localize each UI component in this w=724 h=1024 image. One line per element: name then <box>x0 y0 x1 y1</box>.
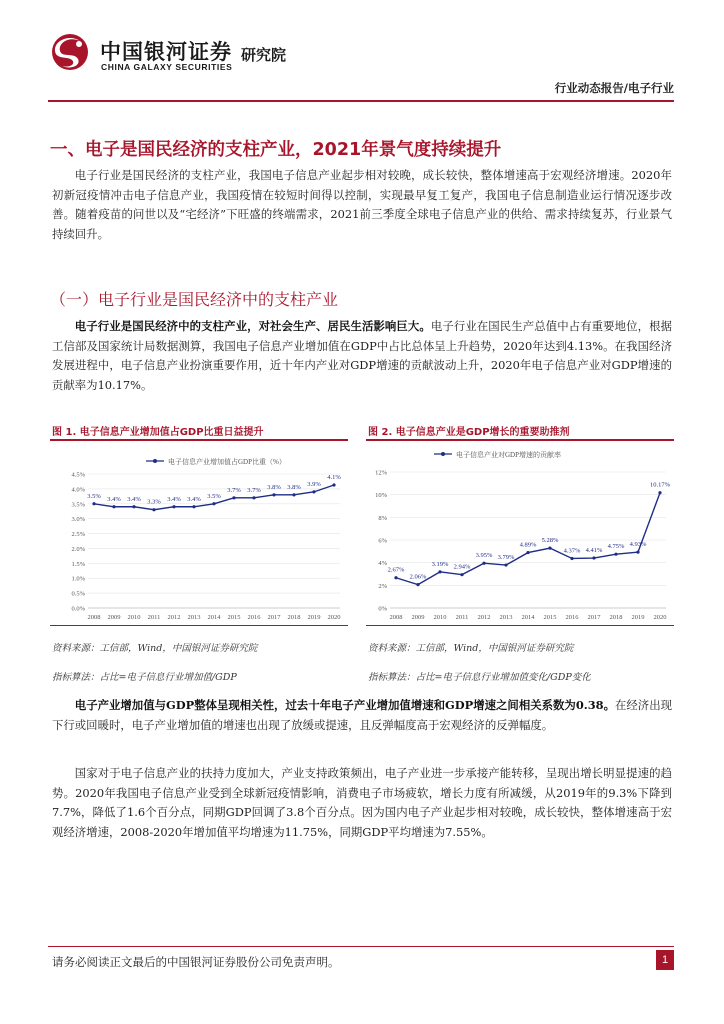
data-point <box>460 573 463 576</box>
section-2-body: 电子行业在国民生产总值中占有重要地位，根据工信部及国家统计局数据测算，我国电子信息产业增加值在GDP中占比总体呈上升趋势，2020年达到4.13%。在我国经济发展进程中，电子信息产业扮演重要作用，近十年内产业对GDP增速的贡献波动上升，2020年电子信息产业对GDP增速的贡献率为10.17%。 <box>52 319 672 392</box>
data-point <box>592 556 595 559</box>
data-label: 10.17% <box>649 481 671 489</box>
chart-1-legend-marker <box>153 459 157 463</box>
x-tick-label: 2011 <box>147 614 161 621</box>
chart-2-legend-marker <box>441 452 445 456</box>
figure-1-top-rule <box>50 439 348 441</box>
data-label: 3.9% <box>307 480 321 488</box>
y-tick-label: 12% <box>375 469 387 477</box>
institute-label: 研究院 <box>241 46 287 64</box>
data-label: 4.89% <box>519 541 537 549</box>
y-tick-label: 4.0% <box>71 486 85 494</box>
data-point <box>272 493 275 496</box>
data-point <box>636 551 639 554</box>
brand-name-en: CHINA GALAXY SECURITIES <box>101 62 233 72</box>
x-tick-label: 2008 <box>87 614 101 621</box>
data-point <box>548 547 551 550</box>
y-tick-label: 10% <box>375 492 387 500</box>
x-tick-label: 2014 <box>207 614 221 621</box>
x-tick-label: 2008 <box>389 614 403 621</box>
data-label: 3.4% <box>187 495 201 503</box>
data-label: 4.37% <box>563 547 581 555</box>
data-label: 2.06% <box>409 573 427 581</box>
x-tick-label: 2016 <box>565 614 579 621</box>
x-tick-label: 2015 <box>543 614 557 621</box>
x-tick-label: 2009 <box>107 614 121 621</box>
data-point <box>172 505 175 508</box>
data-label: 3.4% <box>107 495 121 503</box>
data-label: 3.79% <box>497 554 515 562</box>
data-point <box>292 493 295 496</box>
y-tick-label: 0.5% <box>71 590 85 598</box>
data-point <box>312 490 315 493</box>
x-tick-label: 2018 <box>609 614 623 621</box>
chart-1-legend-label: 电子信息产业增加值占GDP比重（%） <box>168 458 286 466</box>
figure-1-source: 资料来源：工信部，Wind，中国银河证券研究院 <box>52 643 258 654</box>
x-tick-label: 2017 <box>267 614 281 621</box>
galaxy-logo-icon <box>50 32 90 72</box>
figure-2-source: 资料来源：工信部，Wind，中国银河证券研究院 <box>368 643 574 654</box>
footer-disclaimer: 请务必阅读正文最后的中国银河证券股份公司免责声明。 <box>52 955 340 969</box>
y-tick-label: 2.0% <box>71 545 85 553</box>
data-point <box>614 553 617 556</box>
y-tick-label: 6% <box>378 537 387 545</box>
y-tick-label: 3.0% <box>71 516 85 524</box>
data-point <box>192 505 195 508</box>
data-label: 3.5% <box>207 492 221 500</box>
data-label: 3.4% <box>127 495 141 503</box>
correlation-paragraph <box>52 696 672 735</box>
data-label: 4.93% <box>629 541 647 549</box>
x-tick-label: 2013 <box>499 614 513 621</box>
section-heading-1-1: （一）电子行业是国民经济中的支柱产业 <box>50 290 339 309</box>
x-tick-label: 2010 <box>127 614 141 621</box>
data-label: 4.1% <box>327 474 341 482</box>
x-tick-label: 2018 <box>287 614 301 621</box>
data-point <box>526 551 529 554</box>
chart-gdp-contribution <box>368 444 672 622</box>
data-point <box>92 502 95 505</box>
figure-2-bottom-rule <box>366 625 674 626</box>
data-label: 3.95% <box>475 552 493 560</box>
x-tick-label: 2019 <box>631 614 645 621</box>
data-label: 3.19% <box>431 560 449 568</box>
x-tick-label: 2017 <box>587 614 601 621</box>
x-tick-label: 2012 <box>477 614 491 621</box>
data-point <box>132 505 135 508</box>
x-tick-label: 2012 <box>167 614 181 621</box>
data-label: 3.5% <box>87 492 101 500</box>
page-number: 1 <box>656 950 674 970</box>
footer-divider <box>48 946 674 947</box>
y-tick-label: 1.0% <box>71 575 85 583</box>
data-label: 3.8% <box>287 483 301 491</box>
data-label: 3.8% <box>267 483 281 491</box>
y-tick-label: 3.5% <box>71 501 85 509</box>
data-point <box>658 491 661 494</box>
x-tick-label: 2020 <box>327 614 341 621</box>
x-tick-label: 2014 <box>521 614 535 621</box>
data-point <box>504 563 507 566</box>
data-point <box>570 557 573 560</box>
y-tick-label: 4% <box>378 560 387 568</box>
data-point <box>332 483 335 486</box>
section-2-paragraph <box>52 317 672 395</box>
policy-paragraph: 国家对于电子信息产业的扶持力度加大，产业支持政策频出，电子产业进一步承接产能转移，呈现出增长明显提速的趋势。2020年我国电子信息产业受到全球新冠疫情影响，消费电子市场疲软，增长力度有所减缓，从2019年的9.3%下降到7.7%，降低了1.6个百分点，同期GDP回调了3.8个百分点。因为国内电子产业起步相对较晚，成长较快，整体增速高于宏观经济增速，2008-2020年增加值平均增速为11.75%，同期GDP平均增速为7.55%。 <box>52 766 672 839</box>
figure-1-method: 指标算法：占比=电子信息行业增加值/GDP <box>52 672 237 683</box>
y-tick-label: 1.5% <box>71 560 85 568</box>
section-2-lead: 电子行业是国民经济中的支柱产业，对社会生产、居民生活影响巨大。 <box>74 319 431 333</box>
data-label: 4.41% <box>585 547 603 555</box>
data-label: 3.7% <box>247 486 261 494</box>
data-label: 2.67% <box>387 566 405 574</box>
data-label: 2.94% <box>453 563 471 571</box>
data-label: 3.4% <box>167 495 181 503</box>
correlation-body: 在经济出现下行或回暖时，电子产业增加值的增速也出现了放缓或提速，且反弹幅度高于宏观经济的反弹幅度。 <box>52 698 672 732</box>
x-tick-label: 2016 <box>247 614 261 621</box>
x-tick-label: 2019 <box>307 614 321 621</box>
y-tick-label: 0% <box>378 605 387 613</box>
y-tick-label: 0.0% <box>71 605 85 613</box>
section-heading-1: 一、电子是国民经济的支柱产业，2021年景气度持续提升 <box>50 140 502 160</box>
data-label: 5.28% <box>541 537 559 545</box>
x-tick-label: 2013 <box>187 614 201 621</box>
data-point <box>112 505 115 508</box>
data-label: 3.3% <box>147 498 161 506</box>
figure-2-title: 图 2. 电子信息产业是GDP增长的重要助推剂 <box>368 427 570 438</box>
y-tick-label: 4.5% <box>71 471 85 479</box>
header-divider <box>48 100 674 102</box>
section-1-paragraph: 电子行业是国民经济的支柱产业，我国电子信息产业起步相对较晚，成长较快，整体增速高于宏观经济增速。2020年初新冠疫情冲击电子信息产业，我国疫情在较短时间得以控制，实现最早复工复产，我国电子信息制造业运行情况逐步改善。随着疫苗的问世以及“宅经济”下旺盛的终端需求，2021前三季度全球电子信息产业的供给、需求持续复苏，行业景气持续回升。 <box>52 168 672 241</box>
data-point <box>212 502 215 505</box>
figure-2-method: 指标算法：占比=电子信息行业增加值变化/GDP变化 <box>368 672 591 683</box>
data-point <box>482 562 485 565</box>
chart-2-legend-label: 电子信息产业对GDP增速的贡献率 <box>456 451 562 459</box>
data-point <box>232 496 235 499</box>
correlation-lead: 电子产业增加值与GDP整体呈现相关性，过去十年电子产业增加值增速和GDP增速之间相关系数为0.38。 <box>74 698 615 712</box>
y-tick-label: 2.5% <box>71 531 85 539</box>
x-tick-label: 2020 <box>653 614 667 621</box>
figure-2-top-rule <box>366 439 674 441</box>
data-point <box>252 496 255 499</box>
figure-1-bottom-rule <box>50 625 348 626</box>
data-point <box>416 583 419 586</box>
data-label: 4.75% <box>607 543 625 551</box>
chart-2-series-line <box>396 493 660 585</box>
x-tick-label: 2015 <box>227 614 241 621</box>
data-point <box>438 570 441 573</box>
brand-name-cn: 中国银河证券 <box>100 40 232 64</box>
data-label: 3.7% <box>227 486 241 494</box>
data-point <box>152 508 155 511</box>
x-tick-label: 2011 <box>455 614 469 621</box>
y-tick-label: 2% <box>378 582 387 590</box>
data-point <box>394 576 397 579</box>
y-tick-label: 8% <box>378 514 387 522</box>
report-type: 行业动态报告/电子行业 <box>554 81 674 95</box>
chart-gdp-share <box>52 444 348 622</box>
x-tick-label: 2009 <box>411 614 425 621</box>
x-tick-label: 2010 <box>433 614 447 621</box>
figure-1-title: 图 1. 电子信息产业增加值占GDP比重日益提升 <box>52 427 264 438</box>
